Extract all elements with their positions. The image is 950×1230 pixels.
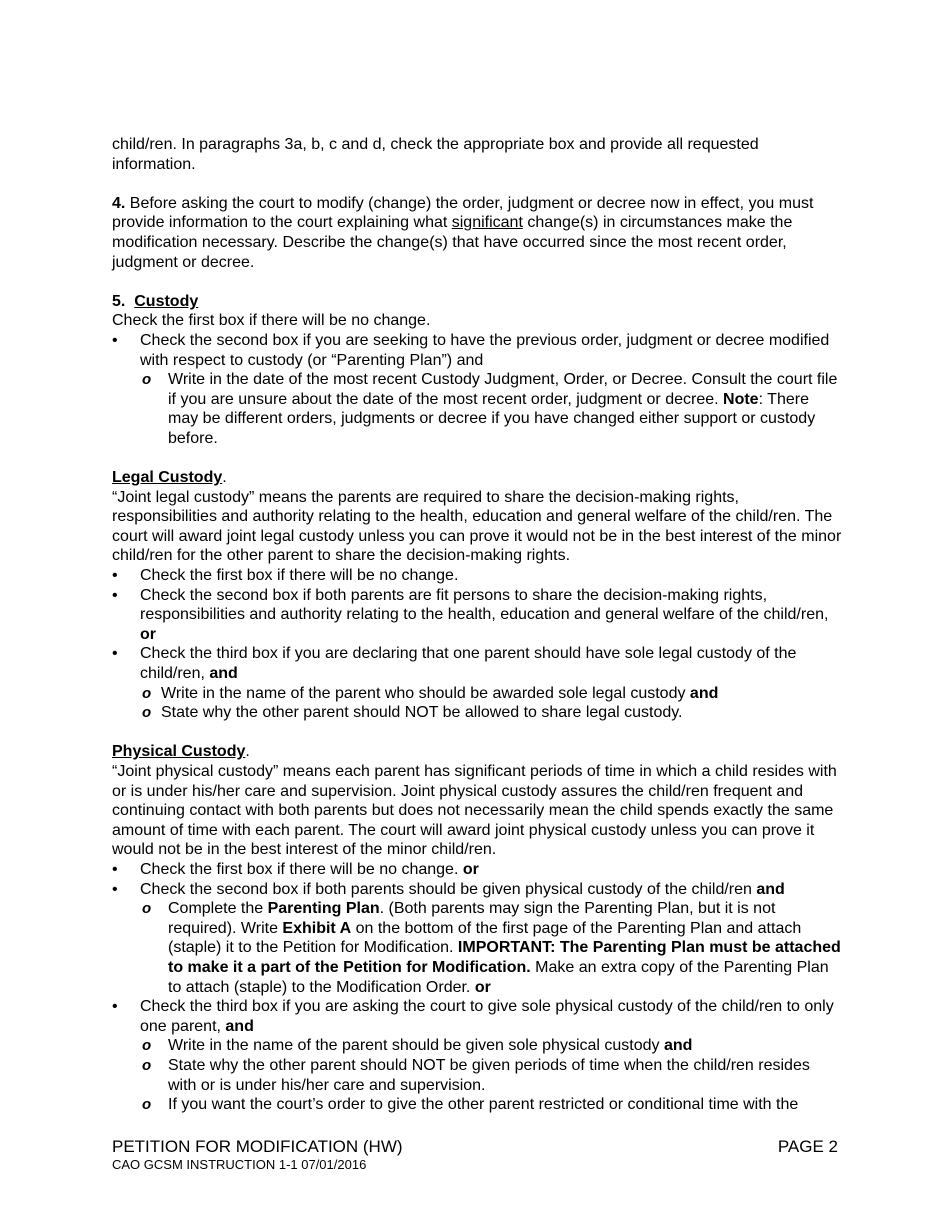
list-item	[112, 644, 842, 683]
sub-text-e: on the bottom of the first page of the Parenting Plan and attach (staple) it to the Petition for Modification.	[168, 919, 802, 957]
bullet-icon: •	[112, 331, 118, 349]
bullet-icon: •	[112, 880, 118, 898]
list-item	[112, 331, 842, 370]
bullet-icon: •	[112, 998, 118, 1016]
list-item	[112, 586, 842, 645]
list-item	[112, 997, 842, 1036]
footer-line	[112, 1137, 838, 1157]
page-number: PAGE 2	[777, 1137, 838, 1156]
legal-custody-heading	[112, 468, 842, 488]
bold-connector: and	[225, 1017, 254, 1035]
bold-connector: and	[689, 684, 719, 702]
exhibit-a-bold: Exhibit A	[282, 919, 352, 937]
sub-list-item	[112, 684, 842, 704]
custody-line-1: Check the first box if there will be no change.	[112, 312, 431, 330]
bold-connector: and	[756, 880, 785, 898]
sub-list-item-text: Write in the name of the parent should be given sole physical custody	[168, 1037, 664, 1055]
heading-period: .	[222, 469, 227, 487]
sub-list-item	[112, 703, 842, 723]
list-item-text: Check the second box if both parents should be given physical custody of the child/ren	[140, 880, 757, 898]
list-item-text: Check the first box if there will be no change.	[140, 567, 459, 585]
sub-text-c: . (Both parents may sign the Parenting Plan, but it is not required). Write	[168, 900, 776, 937]
sub-bullet-icon: o	[142, 371, 152, 389]
sub-list-item-text: State why the other parent should NOT be given periods of time when the child/ren resides with or is under his/her care and supervision.	[168, 1056, 810, 1094]
physical-custody-heading	[112, 742, 842, 762]
bullet-icon: •	[112, 567, 118, 585]
intro-paragraph: child/ren. In paragraphs 3a, b, c and d, check the appropriate box and provide all requested information.	[112, 136, 759, 173]
significant-underlined: significant	[451, 214, 523, 232]
bold-connector: and	[209, 665, 238, 683]
sub-bullet-icon: o	[142, 684, 152, 702]
important-notice: IMPORTANT: The Parenting Plan must be attached to make it a part of the Petition for Modification.	[168, 939, 841, 976]
list-item	[112, 566, 842, 586]
sub-bullet-icon: o	[142, 1037, 152, 1055]
sub-text-g: Make an extra copy of the Parenting Plan to attach (staple) to the Modification Order.	[168, 958, 829, 996]
sub-list-item	[112, 899, 842, 997]
list-item	[112, 860, 842, 880]
list-item	[112, 880, 842, 900]
custody-list	[112, 331, 842, 449]
note-text: : There may be different orders, judgments or decree if you have changed either support or custody before.	[168, 390, 816, 447]
bold-connector: or	[474, 978, 491, 996]
bold-connector: or	[140, 625, 156, 643]
physical-custody-title: Physical Custody	[112, 743, 246, 761]
note-label: Note	[723, 390, 759, 408]
bullet-icon: •	[112, 586, 118, 604]
sub-list-item-text: Write in the name of the parent who should be awarded sole legal custody	[161, 684, 690, 702]
list-item-text: Check the third box if you are declaring that one parent should have sole legal custody of the child/ren,	[140, 645, 797, 683]
footer-title: PETITION FOR MODIFICATION (HW)	[112, 1137, 403, 1156]
sub-list-item	[112, 1056, 842, 1095]
parenting-plan-bold: Parenting Plan	[267, 900, 380, 918]
physical-custody-paragraph: “Joint physical custody” means each parent has significant periods of time in which a child resides with or is under his/her care and supervision. Joint physical custody assures the child/ren frequent and continuing contact with both parents but does not necessarily mean the child spends exactly the same amount of time with each parent. The court will award joint physical custody unless you can prove it would not be in the best interest of the minor child/ren.	[112, 763, 837, 859]
sub-text-a: Complete the	[168, 900, 268, 918]
physical-custody-list	[112, 860, 842, 1115]
legal-custody-list	[112, 566, 842, 723]
heading-period: .	[245, 743, 250, 761]
custody-heading	[112, 292, 842, 312]
sub-list-item-text: Write in the date of the most recent Custody Judgment, Order, or Decree. Consult the court file if you are unsure about the date of the most recent order, judgment or decree.	[168, 371, 838, 408]
list-item-text: Check the second box if both parents are fit persons to share the decision-making rights, responsibilities and authority relating to the health, education and general welfare of the child/ren,	[140, 586, 829, 624]
list-item-text: Check the second box if you are seeking to have the previous order, judgment or decree modified with respect to custody (or “Parenting Plan”) and	[140, 331, 830, 369]
document-body	[112, 135, 842, 1115]
sub-list-item	[112, 1095, 842, 1115]
sub-bullet-icon: o	[142, 1096, 152, 1114]
section-number: 5.	[112, 292, 126, 310]
list-item-text: Check the first box if there will be no change.	[140, 860, 463, 878]
sub-list-item-text: State why the other parent should NOT be allowed to share legal custody.	[161, 704, 683, 722]
legal-custody-paragraph: “Joint legal custody” means the parents are required to share the decision-making rights, responsibilities and authority relating to the health, education and general welfare of the child/ren. The court will award joint legal custody unless you can prove it would not be in the best interest of the minor child/ren for the other parent to share the decision-making rights.	[112, 488, 842, 565]
bold-connector: and	[664, 1037, 693, 1055]
custody-title: Custody	[134, 292, 199, 310]
paragraph-4	[112, 194, 842, 272]
sub-list-item	[112, 1036, 842, 1056]
legal-custody-title: Legal Custody	[112, 469, 223, 487]
sub-bullet-icon: o	[142, 1056, 152, 1074]
bullet-icon: •	[112, 645, 118, 663]
paragraph-number: 4.	[112, 194, 126, 212]
paragraph-4-text-1: Before asking the court to modify (change) the order, judgment or decree now in effect, you must provide information to the court explaining what	[112, 194, 814, 232]
sub-bullet-icon: o	[142, 704, 152, 722]
page-footer	[112, 1137, 838, 1173]
bullet-icon: •	[112, 860, 118, 878]
sub-list-item-text: If you want the court’s order to give the other parent restricted or conditional time with the	[168, 1096, 799, 1114]
sub-list-item	[112, 370, 842, 448]
bold-connector: or	[462, 860, 479, 878]
footer-subtitle: CAO GCSM INSTRUCTION 1-1 07/01/2016	[112, 1157, 367, 1172]
sub-bullet-icon: o	[142, 900, 152, 918]
paragraph-4-text-2: change(s) in circumstances make the modification necessary. Describe the change(s) that have occurred since the most recent order, judgment or decree.	[112, 214, 793, 271]
list-item-text: Check the third box if you are asking the court to give sole physical custody of the child/ren to only one parent,	[140, 998, 834, 1035]
